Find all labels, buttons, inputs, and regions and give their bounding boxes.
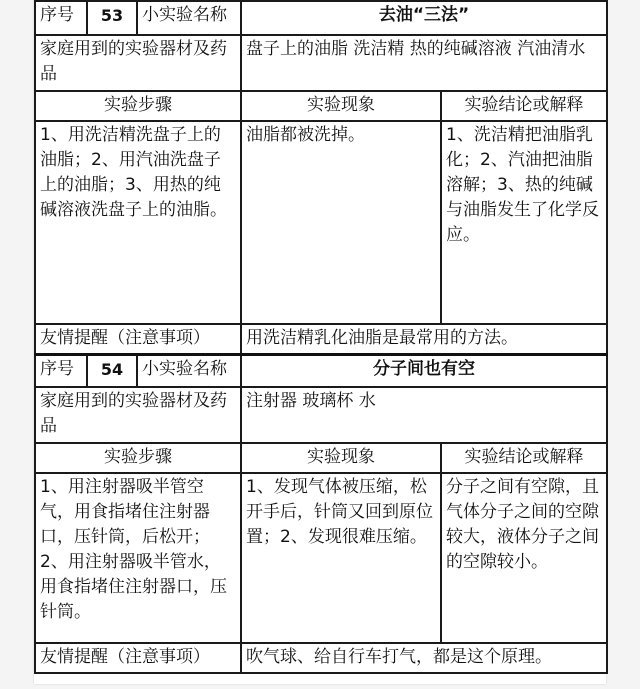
seq-label: 序号 [35,354,87,387]
experiment-54-header-row [35,354,607,387]
tips-label: 友情提醒（注意事项） [35,324,241,354]
materials-value: 盘子上的油脂 洗洁精 热的纯碱溶液 汽油清水 [241,35,607,91]
experiment-54-column-headers [35,443,607,473]
experiment-54-content-row [35,473,607,643]
conclusion-text: 分子之间有空隙，且气体分子之间的空隙较大，液体分子之间的空隙较小。 [441,473,607,643]
experiment-number: 54 [87,354,137,387]
experiment-number: 53 [87,1,137,35]
experiment-53-tips-row [35,324,607,354]
experiment-title: 去油“三法” [241,1,607,35]
experiment-table [34,0,608,674]
name-label: 小实验名称 [137,1,241,35]
name-label: 小实验名称 [137,354,241,387]
materials-label: 家庭用到的实验器材及药品 [35,387,241,443]
conclusion-text: 1、洗洁精把油脂乳化；2、汽油把油脂溶解；3、热的纯碱与油脂发生了化学反应。 [441,121,607,324]
phenomena-header: 实验现象 [241,443,441,473]
materials-label: 家庭用到的实验器材及药品 [35,35,241,91]
experiment-53-materials-row [35,35,607,91]
steps-header: 实验步骤 [35,91,241,121]
steps-header: 实验步骤 [35,443,241,473]
steps-text: 1、用洗洁精洗盘子上的油脂；2、用汽油洗盘子上的油脂；3、用热的纯碱溶液洗盘子上的油脂。 [35,121,241,324]
experiment-53-column-headers [35,91,607,121]
phenomena-header: 实验现象 [241,91,441,121]
tips-label: 友情提醒（注意事项） [35,643,241,673]
tips-text: 吹气球、给自行车打气，都是这个原理。 [241,643,607,673]
experiment-title: 分子间也有空 [241,354,607,387]
phenomena-text: 1、发现气体被压缩，松开手后，针筒又回到原位置；2、发现很难压缩。 [241,473,441,643]
phenomena-text: 油脂都被洗掉。 [241,121,441,324]
experiment-53-header-row [35,1,607,35]
steps-text: 1、用注射器吸半管空气，用食指堵住注射器口，压针筒，后松开；2、用注射器吸半管水，用食指堵住注射器口，压针筒。 [35,473,241,643]
experiment-53-content-row [35,121,607,324]
materials-value: 注射器 玻璃杯 水 [241,387,607,443]
document-sheet [34,0,606,684]
seq-label: 序号 [35,1,87,35]
conclusion-header: 实验结论或解释 [441,443,607,473]
tips-text: 用洗洁精乳化油脂是最常用的方法。 [241,324,607,354]
experiment-54-tips-row [35,643,607,673]
experiment-54-materials-row [35,387,607,443]
conclusion-header: 实验结论或解释 [441,91,607,121]
